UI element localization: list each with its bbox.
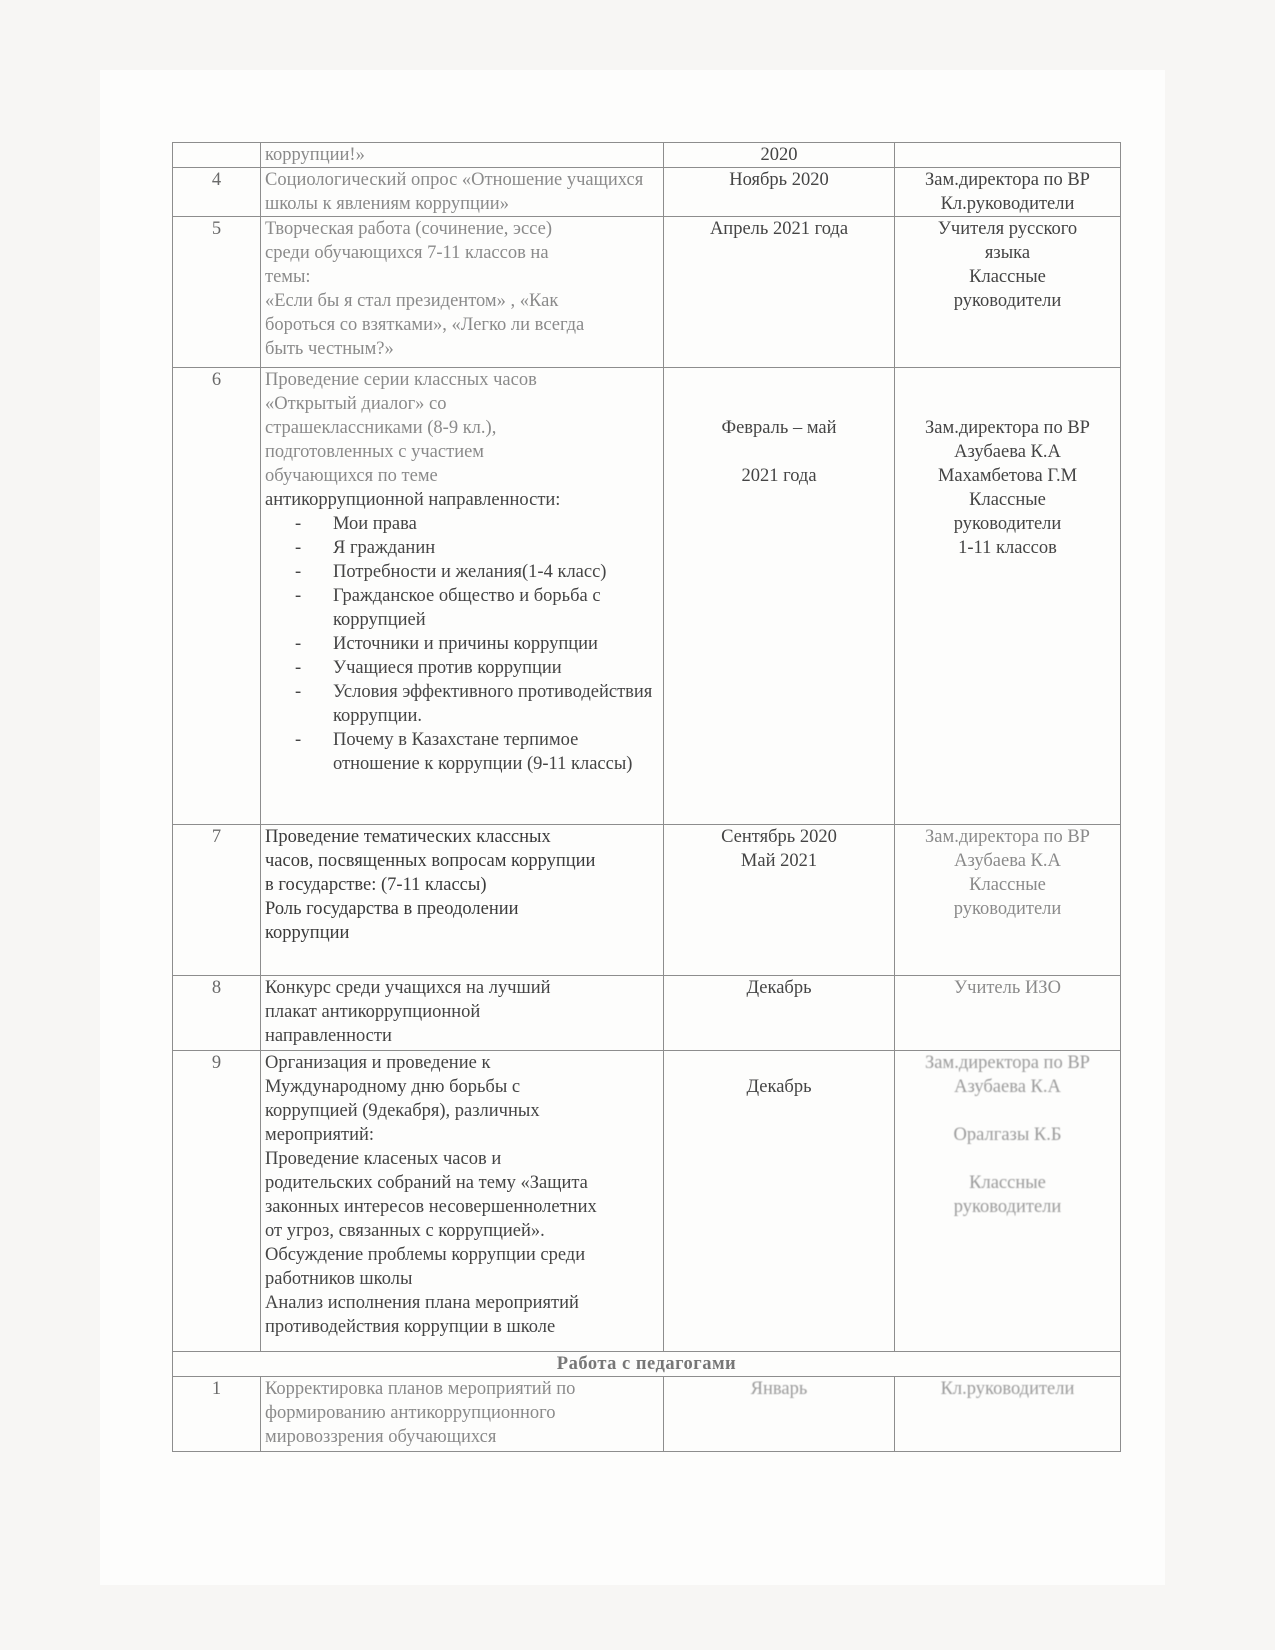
spacer: [899, 1147, 1116, 1171]
responsible-cell: Учитель ИЗО: [895, 976, 1121, 1051]
responsible-line: Зам.директора по ВР: [925, 418, 1090, 438]
row-number-cell: [173, 143, 261, 168]
responsible-line: Зам.директора по ВР: [925, 1053, 1090, 1073]
event-cell: Социологический опрос «Отношение учащихся школы к явлениям коррупции»: [261, 168, 664, 217]
responsible-line: Азубаева К.А: [954, 1077, 1061, 1097]
table-row: [173, 976, 1121, 1051]
responsible-line: Учителя русского: [937, 219, 1078, 239]
responsible-cell: [895, 825, 1121, 976]
event-line: темы:: [265, 267, 311, 287]
list-item: - Я гражданин: [295, 536, 659, 560]
event-line: Муждународному дню борьбы с: [265, 1077, 521, 1097]
list-item: - Источники и причины коррупции: [295, 632, 659, 656]
responsible-line: Зам.директора по ВР: [925, 170, 1090, 190]
responsible-line: Зам.директора по ВР: [925, 827, 1090, 847]
responsible-cell: [895, 143, 1121, 168]
event-line: Анализ исполнения плана мероприятий: [265, 1293, 579, 1313]
responsible-line: Классные: [969, 1173, 1046, 1193]
event-cell: коррупции!»: [261, 143, 664, 168]
date-line: Февраль – май: [721, 418, 837, 438]
spacer: [899, 1099, 1116, 1123]
responsible-cell: [895, 217, 1121, 368]
responsible-line: 1-11 классов: [958, 538, 1057, 558]
date-line: Декабрь: [746, 1077, 812, 1097]
event-line: мировоззрения обучающихся: [265, 1427, 497, 1447]
list-item: - Потребности и желания(1-4 класс): [295, 560, 659, 584]
date-cell: Ноябрь 2020: [664, 168, 895, 217]
responsible-line: Классные: [969, 490, 1046, 510]
table-row-continuation: [173, 143, 1121, 168]
table-row: [173, 217, 1121, 368]
event-line: от угроз, связанных с коррупцией».: [265, 1221, 545, 1241]
event-line: среди обучающихся 7-11 классов на: [265, 243, 549, 263]
responsible-cell: Кл.руководители: [895, 1377, 1121, 1452]
topic-list: [265, 512, 659, 776]
spacer: [668, 1051, 890, 1075]
row-number-cell: 5: [173, 217, 261, 368]
spacer: [668, 392, 890, 416]
event-line: формированию антикоррупционного: [265, 1403, 556, 1423]
list-item: - Условия эффективного противодействия коррупции.: [295, 680, 659, 728]
event-line: плакат антикоррупционной: [265, 1002, 481, 1022]
responsible-line: руководители: [953, 1197, 1062, 1217]
responsible-line: языка: [984, 243, 1031, 263]
event-line: бороться со взятками», «Легко ли всегда: [265, 315, 585, 335]
responsible-line: руководители: [953, 291, 1062, 311]
event-line: антикоррупционной направленности:: [265, 490, 561, 510]
date-cell: Январь: [664, 1377, 895, 1452]
event-line: направленности: [265, 1026, 392, 1046]
event-cell: [261, 217, 664, 368]
event-line: Проведение класеных часов и: [265, 1149, 502, 1169]
list-item: - Мои права: [295, 512, 659, 536]
list-item: - Почему в Казахстане терпимое отношение к коррупции (9-11 классы): [295, 728, 659, 776]
responsible-line: Кл.руководители: [940, 194, 1075, 214]
anticorruption-plan-table: [172, 142, 1121, 1452]
list-item: - Гражданское общество и борьба с коррупцией: [295, 584, 659, 632]
event-line: «Если бы я стал президентом» , «Как: [265, 291, 559, 311]
event-cell: [261, 825, 664, 976]
table-row: [173, 825, 1121, 976]
table-row: [173, 1377, 1121, 1452]
date-cell: Апрель 2021 года: [664, 217, 895, 368]
date-line: Сентябрь 2020: [721, 827, 837, 847]
date-cell: [664, 825, 895, 976]
section-title: Работа с педагогами: [173, 1352, 1121, 1377]
table-row: [173, 1051, 1121, 1352]
date-line: 2021 года: [741, 466, 817, 486]
list-item: - Учащиеся против коррупции: [295, 656, 659, 680]
event-line: противодействия коррупции в школе: [265, 1317, 556, 1337]
event-line: в государстве: (7-11 классы): [265, 875, 487, 895]
event-cell: [261, 976, 664, 1051]
event-line: быть честным?»: [265, 339, 394, 359]
row-number-cell: 4: [173, 168, 261, 217]
spacer: [899, 392, 1116, 416]
event-line: Роль государства в преодолении: [265, 899, 519, 919]
event-line: Организация и проведение к: [265, 1053, 491, 1073]
event-line: Проведение серии классных часов: [265, 370, 537, 390]
event-line: мероприятий:: [265, 1125, 375, 1145]
date-cell: [664, 1051, 895, 1352]
responsible-line: Азубаева К.А: [954, 851, 1061, 871]
spacer: [668, 368, 890, 392]
event-line: подготовленных с участием: [265, 442, 485, 462]
responsible-line: Махамбетова Г.М: [937, 466, 1078, 486]
responsible-cell: [895, 368, 1121, 825]
row-number-cell: 9: [173, 1051, 261, 1352]
event-cell: [261, 1377, 664, 1452]
responsible-line: Классные: [969, 875, 1046, 895]
row-number-cell: 7: [173, 825, 261, 976]
section-header-row: [173, 1352, 1121, 1377]
event-line: обучающихся по теме: [265, 466, 438, 486]
event-cell: [261, 1051, 664, 1352]
table-row: [173, 368, 1121, 825]
event-line: часов, посвященных вопросам коррупции: [265, 851, 596, 871]
event-line: родительских собраний на тему «Защита: [265, 1173, 588, 1193]
event-line: Творческая работа (сочинение, эссе): [265, 219, 552, 239]
event-line: Проведение тематических классных: [265, 827, 551, 847]
row-number-cell: 8: [173, 976, 261, 1051]
event-cell: [261, 368, 664, 825]
responsible-line: Азубаева К.А: [954, 442, 1061, 462]
date-cell: 2020: [664, 143, 895, 168]
event-line: коррупции: [265, 923, 350, 943]
date-cell: Декабрь: [664, 976, 895, 1051]
spacer: [899, 368, 1116, 392]
event-line: законных интересов несовершеннолетних: [265, 1197, 597, 1217]
row-number-cell: 1: [173, 1377, 261, 1452]
event-line: Корректировка планов мероприятий по: [265, 1379, 576, 1399]
date-cell: [664, 368, 895, 825]
event-line: коррупцией (9декабря), различных: [265, 1101, 540, 1121]
event-line: «Открытый диалог» со: [265, 394, 447, 414]
responsible-line: руководители: [953, 514, 1062, 534]
responsible-cell: [895, 168, 1121, 217]
table-row: [173, 168, 1121, 217]
spacer: [668, 440, 890, 464]
responsible-line: Классные: [969, 267, 1046, 287]
date-line: Май 2021: [740, 851, 818, 871]
row-number-cell: 6: [173, 368, 261, 825]
event-line: работников школы: [265, 1269, 413, 1289]
responsible-line: руководители: [953, 899, 1062, 919]
responsible-line: Оралгазы К.Б: [953, 1125, 1062, 1145]
event-line: Конкурс среди учащихся на лучший: [265, 978, 551, 998]
responsible-cell: [895, 1051, 1121, 1352]
event-line: страшеклассниками (8-9 кл.),: [265, 418, 497, 438]
event-line: Обсуждение проблемы коррупции среди: [265, 1245, 586, 1265]
